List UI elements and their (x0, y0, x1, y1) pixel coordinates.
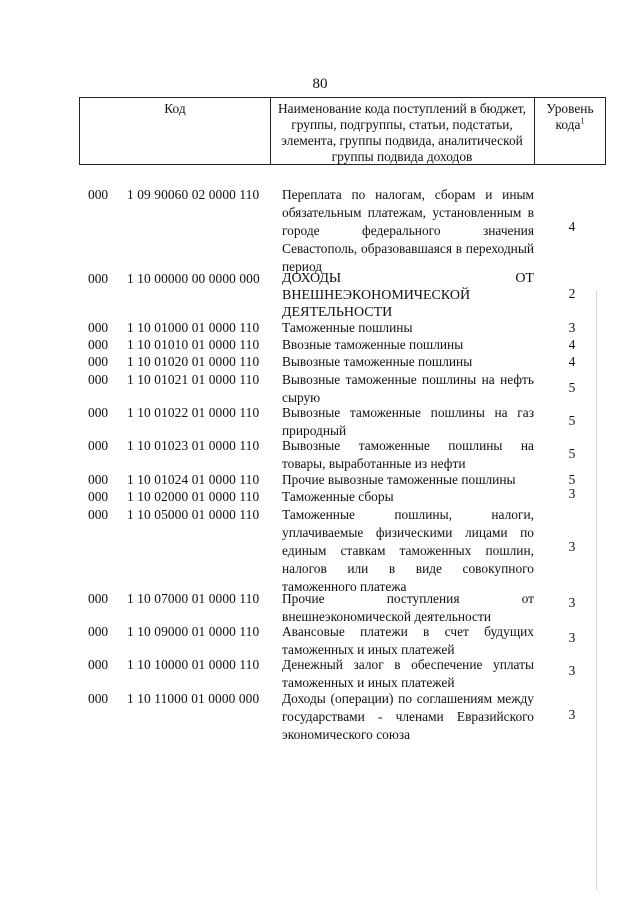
admin-code: 000 (88, 337, 109, 352)
code-level: 3 (568, 595, 576, 610)
code-level: 3 (568, 486, 576, 501)
income-name: Доходы (операции) по соглашениям между государствами - членами Евразийского экономического союза (282, 691, 534, 742)
admin-code: 000 (88, 591, 109, 606)
income-name: Таможенные пошлины (282, 320, 413, 335)
header-level: Уровень кода$^1$ (546, 101, 594, 132)
admin-code: 000 (88, 320, 109, 335)
income-code: 1 10 01023 01 0000 110 (127, 438, 260, 453)
income-code: 1 10 01024 01 0000 110 (127, 472, 260, 487)
income-code: 1 10 01022 01 0000 110 (127, 405, 260, 420)
income-name: Ввозные таможенные пошлины (282, 337, 464, 352)
income-name: Прочие вывозные таможенные пошлины (282, 472, 516, 487)
income-code: 1 10 02000 01 0000 110 (127, 489, 260, 504)
footnote-marker: 1 (580, 116, 585, 126)
code-level: 3 (568, 320, 576, 335)
income-name: Денежный залог в обеспечение уплаты таможенных и иных платежей (282, 657, 534, 690)
income-code: 1 10 07000 01 0000 110 (127, 591, 260, 606)
income-code: 1 10 05000 01 0000 110 (127, 507, 260, 522)
admin-code: 000 (88, 489, 109, 504)
header-name: Наименование кода поступлений в бюджет, группы, подгруппы, статьи, подстатьи, элемента, группы подвида, аналитической группы подвида доходов (270, 98, 535, 164)
income-name: Вывозные таможенные пошлины (282, 354, 473, 369)
income-code: 1 10 11000 01 0000 000 (127, 691, 260, 706)
income-code: 1 10 01000 01 0000 110 (127, 320, 260, 335)
income-code: 1 10 09000 01 0000 110 (127, 624, 260, 639)
admin-code: 000 (88, 438, 109, 453)
income-name: Таможенные пошлины, налоги, уплачиваемые физическими лицами по единым ставкам таможенных пошлин, налогов или в виде совокупного таможенного платежа (282, 507, 534, 594)
code-level: 3 (568, 663, 576, 678)
income-name: Авансовые платежи в счет будущих таможенных и иных платежей (282, 624, 534, 657)
code-level: 3 (568, 707, 576, 722)
income-code: 1 10 01010 01 0000 110 (127, 337, 260, 352)
income-name: Вывозные таможенные пошлины на нефть сырую (282, 372, 534, 405)
income-name: Прочие поступления от внешнеэкономической деятельности (282, 591, 534, 624)
income-code: 1 10 00000 00 0000 000 (127, 271, 260, 286)
admin-code: 000 (88, 507, 109, 522)
income-name: Вывозные таможенные пошлины на товары, выработанные из нефти (282, 438, 534, 471)
code-level: 3 (568, 539, 576, 554)
income-name: ДОХОДЫ ОТ ВНЕШНЕЭКОНОМИЧЕСКОЙ ДЕЯТЕЛЬНОСТИ (282, 271, 534, 320)
admin-code: 000 (88, 472, 109, 487)
scan-artifact-line (596, 290, 597, 890)
code-level: 4 (568, 354, 576, 369)
income-name: Таможенные сборы (282, 489, 394, 504)
code-level: 4 (568, 337, 576, 352)
code-level: 4 (568, 219, 576, 234)
income-code: 1 10 01020 01 0000 110 (127, 354, 260, 369)
income-code: 1 09 90060 02 0000 110 (127, 187, 260, 202)
code-level: 3 (568, 630, 576, 645)
code-level: 2 (568, 286, 576, 301)
code-level: 5 (568, 472, 576, 487)
code-level: 5 (568, 413, 576, 428)
code-level: 5 (568, 380, 576, 395)
income-code: 1 10 01021 01 0000 110 (127, 372, 260, 387)
code-level: 5 (568, 446, 576, 461)
income-name: Переплата по налогам, сборам и иным обязательным платежам, установленным в городе федерального значения Севастополь, образовавшаяся в переходный период (282, 187, 534, 274)
admin-code: 000 (88, 405, 109, 420)
admin-code: 000 (88, 372, 109, 387)
admin-code: 000 (88, 691, 109, 706)
page-number: 80 (312, 76, 328, 92)
admin-code: 000 (88, 271, 109, 286)
income-name: Вывозные таможенные пошлины на газ природный (282, 405, 534, 438)
table-header (79, 97, 606, 165)
admin-code: 000 (88, 354, 109, 369)
admin-code: 000 (88, 624, 109, 639)
header-code: Код (80, 98, 271, 164)
admin-code: 000 (88, 657, 109, 672)
admin-code: 000 (88, 187, 109, 202)
income-code: 1 10 10000 01 0000 110 (127, 657, 260, 672)
